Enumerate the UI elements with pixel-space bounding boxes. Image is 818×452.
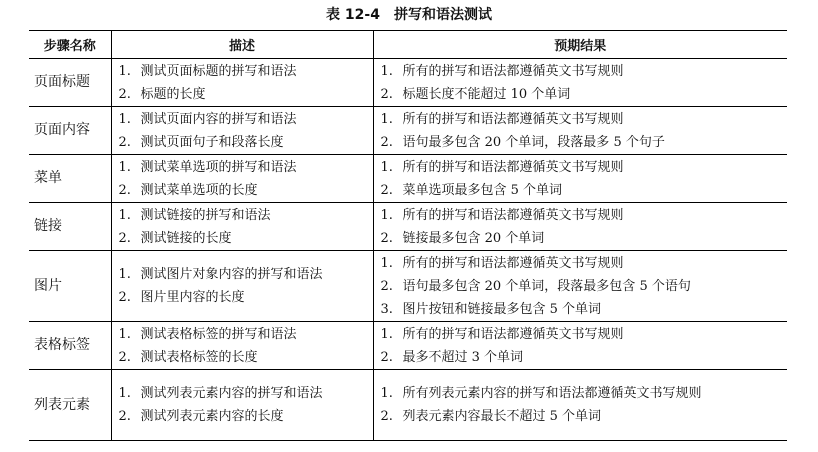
list-item: 1. 所有的拼写和语法都遵循英文书写规则 bbox=[380, 63, 624, 79]
step-name-cell: 链接 bbox=[29, 203, 111, 251]
list-item: 2. 测试表格标签的长度 bbox=[118, 349, 258, 365]
description-cell bbox=[111, 59, 373, 107]
list-item: 2. 标题长度不能超过 10 个单词 bbox=[380, 86, 571, 102]
step-name-cell: 列表元素 bbox=[29, 370, 111, 441]
expected-result-cell bbox=[373, 155, 787, 203]
expected-result-cell bbox=[373, 370, 787, 441]
list-item: 1. 所有的拼写和语法都遵循英文书写规则 bbox=[380, 159, 624, 175]
list-item: 2. 测试链接的长度 bbox=[118, 230, 232, 246]
description-cell bbox=[111, 107, 373, 155]
list-item: 3. 图片按钮和链接最多包含 5 个单词 bbox=[380, 301, 602, 317]
table-row bbox=[29, 322, 787, 370]
list-item: 2. 测试菜单选项的长度 bbox=[118, 182, 258, 198]
header-row bbox=[29, 31, 787, 59]
step-name-cell: 表格标签 bbox=[29, 322, 111, 370]
list-item: 1. 所有的拼写和语法都遵循英文书写规则 bbox=[380, 111, 624, 127]
description-cell bbox=[111, 251, 373, 322]
expected-result-cell bbox=[373, 59, 787, 107]
expected-result-cell bbox=[373, 322, 787, 370]
table-row bbox=[29, 251, 787, 322]
description-cell bbox=[111, 203, 373, 251]
table-row bbox=[29, 107, 787, 155]
caption-number: 表 12-4 bbox=[326, 7, 380, 23]
description-cell bbox=[111, 322, 373, 370]
list-item: 2. 语句最多包含 20 个单词，段落最多 5 个句子 bbox=[380, 134, 665, 150]
list-item: 2. 测试列表元素内容的长度 bbox=[118, 409, 284, 424]
list-item: 1. 所有的拼写和语法都遵循英文书写规则 bbox=[380, 207, 624, 223]
caption-title: 拼写和语法测试 bbox=[393, 7, 492, 23]
list-item: 1. 测试菜单选项的拼写和语法 bbox=[118, 159, 297, 175]
list-item: 2. 菜单选项最多包含 5 个单词 bbox=[380, 182, 563, 198]
list-item: 2. 链接最多包含 20 个单词 bbox=[380, 230, 545, 246]
list-item: 2. 测试页面句子和段落长度 bbox=[118, 134, 284, 150]
list-item: 1. 测试列表元素内容的拼写和语法 bbox=[118, 386, 323, 401]
list-item: 1. 测试表格标签的拼写和语法 bbox=[118, 326, 297, 342]
table-caption bbox=[0, 5, 818, 25]
list-item: 1. 测试页面内容的拼写和语法 bbox=[118, 111, 297, 127]
list-item: 1. 测试图片对象内容的拼写和语法 bbox=[118, 267, 323, 282]
table-row bbox=[29, 203, 787, 251]
list-item: 1. 测试页面标题的拼写和语法 bbox=[118, 63, 297, 79]
step-name-cell: 菜单 bbox=[29, 155, 111, 203]
expected-result-cell bbox=[373, 107, 787, 155]
list-item: 1. 测试链接的拼写和语法 bbox=[118, 207, 271, 223]
step-name-cell: 页面标题 bbox=[29, 59, 111, 107]
list-item: 2. 语句最多包含 20 个单词，段落最多包含 5 个语句 bbox=[380, 278, 691, 294]
table-row bbox=[29, 155, 787, 203]
step-name-cell: 图片 bbox=[29, 251, 111, 322]
header-expected-result: 预期结果 bbox=[373, 31, 787, 59]
table-row bbox=[29, 59, 787, 107]
description-cell bbox=[111, 370, 373, 441]
list-item: 2. 最多不超过 3 个单词 bbox=[380, 349, 524, 365]
list-item: 1. 所有列表元素内容的拼写和语法都遵循英文书写规则 bbox=[380, 386, 702, 401]
table-row bbox=[29, 370, 787, 441]
list-item: 1. 所有的拼写和语法都遵循英文书写规则 bbox=[380, 326, 624, 342]
expected-result-cell bbox=[373, 251, 787, 322]
step-name-cell: 页面内容 bbox=[29, 107, 111, 155]
list-item: 1. 所有的拼写和语法都遵循英文书写规则 bbox=[380, 255, 624, 271]
list-item: 2. 图片里内容的长度 bbox=[118, 290, 245, 305]
spelling-grammar-test-table bbox=[29, 30, 787, 441]
header-description: 描述 bbox=[111, 31, 373, 59]
list-item: 2. 列表元素内容最长不超过 5 个单词 bbox=[380, 409, 602, 424]
expected-result-cell bbox=[373, 203, 787, 251]
header-step-name: 步骤名称 bbox=[29, 31, 111, 59]
description-cell bbox=[111, 155, 373, 203]
list-item: 2. 标题的长度 bbox=[118, 86, 206, 102]
